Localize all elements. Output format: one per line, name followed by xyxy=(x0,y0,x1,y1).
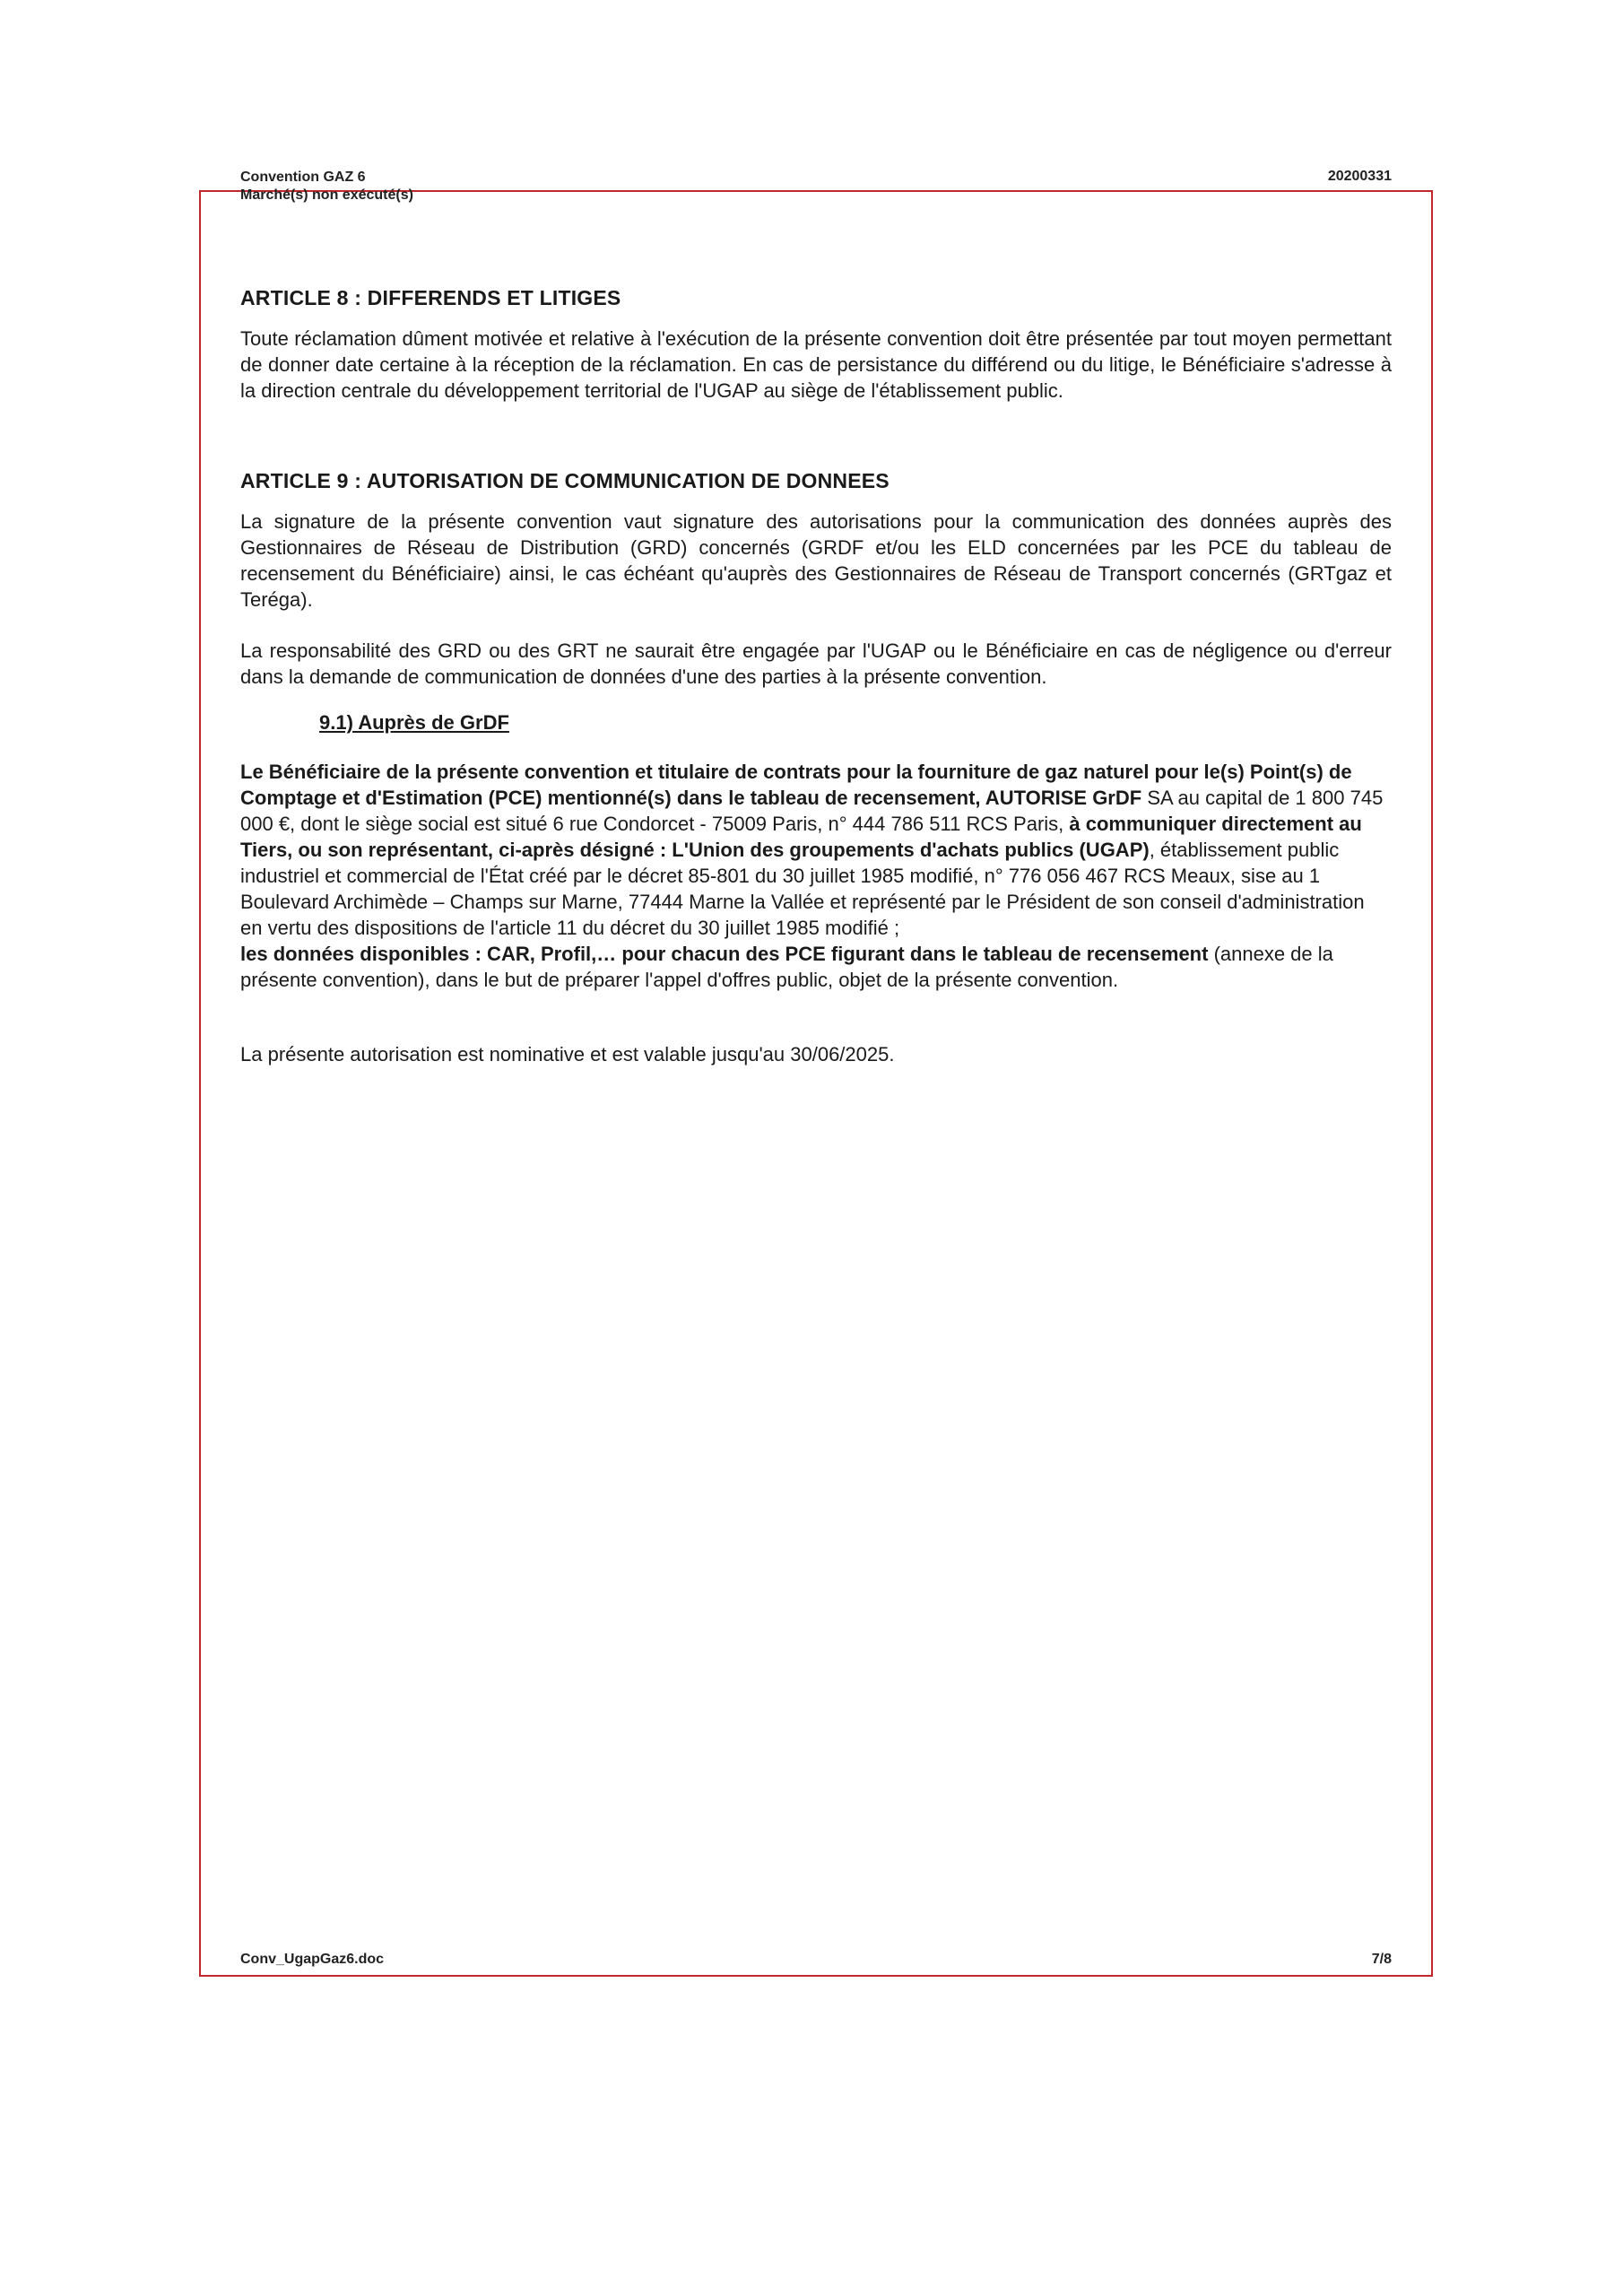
grdf-authorization-paragraph xyxy=(240,759,1392,993)
article-8-title: ARTICLE 8 : DIFFERENDS ET LITIGES xyxy=(240,286,621,309)
header-left xyxy=(240,169,413,204)
authorization-validity: La présente autorisation est nominative et est valable jusqu'au 30/06/2025. xyxy=(240,1043,895,1065)
grdf-bold-1: Le Bénéficiaire de la présente convention et titulaire de contrats pour la fourniture de gaz naturel pour le(s) Point(s) de Comptage et d'Estimation (PCE) mentionné(s) dans le tableau de recensement, AUTORISE GrDF xyxy=(240,761,1352,809)
article-9-paragraph-1: La signature de la présente convention vaut signature des autorisations pour la communication des données auprès des Gestionnaires de Réseau de Distribution (GRD) concernés (GRDF et/ou les ELD concernées par les PCE du tableau de recensement du Bénéficiaire) ainsi, le cas échéant qu'auprès des Gestionnaires de Réseau de Transport concernés (GRTgaz et Teréga). xyxy=(240,510,1392,611)
article-9-paragraph-2: La responsabilité des GRD ou des GRT ne saurait être engagée par l'UGAP ou le Bénéficiaire en cas de négligence ou d'erreur dans la demande de communication de données d'une des parties à la présente convention. xyxy=(240,639,1392,688)
header-subtitle: Marché(s) non exécuté(s) xyxy=(240,187,413,203)
grdf-bold-3: les données disponibles : CAR, Profil,… pour chacun des PCE figurant dans le tableau de recensement xyxy=(240,943,1209,965)
header-title: Convention GAZ 6 xyxy=(240,170,366,185)
article-8-body: Toute réclamation dûment motivée et relative à l'exécution de la présente convention doit être présentée par tout moyen permettant de donner date certaine à la réception de la réclamation. En cas de persistance du différend ou du litige, le Bénéficiaire s'adresse à la direction centrale du développement territorial de l'UGAP au siège de l'établissement public. xyxy=(240,327,1392,402)
grdf-bold-2: à communiquer directement au Tiers, ou son représentant, ci-après désigné : L'Union des groupements d'achats publics (UGAP) xyxy=(240,813,1362,861)
article-9-title: ARTICLE 9 : AUTORISATION DE COMMUNICATION DE DONNEES xyxy=(240,469,890,492)
header-date: 20200331 xyxy=(1327,169,1392,184)
document-body xyxy=(240,285,1392,1067)
footer-filename: Conv_UgapGaz6.doc xyxy=(240,1952,385,1967)
grdf-text-1: SA au capital de 1 800 745 000 €, dont le siège social est situé 6 rue Condorcet - 75009 Paris, n° 444 786 511 RCS Paris, xyxy=(240,787,1384,835)
grdf-text-2: , établissement public industriel et commercial de l'État créé par le décret 85-801 du 30 juillet 1985 modifié, n° 776 056 467 RCS Meaux, sise au 1 Boulevard Archimède – Champs sur Marne, 77444 Marne la Vallée et représenté par le Président de son conseil d'administration en vertu des dispositions de l'article 11 du décret du 30 juillet 1985 modifié ; xyxy=(240,839,1365,939)
subsection-title: 9.1) Auprès de GrDF xyxy=(319,711,509,734)
grdf-text-3: (annexe de la présente convention), dans le but de préparer l'appel d'offres public, objet de la présente convention. xyxy=(240,943,1333,991)
footer-page-number: 7/8 xyxy=(1371,1952,1392,1967)
